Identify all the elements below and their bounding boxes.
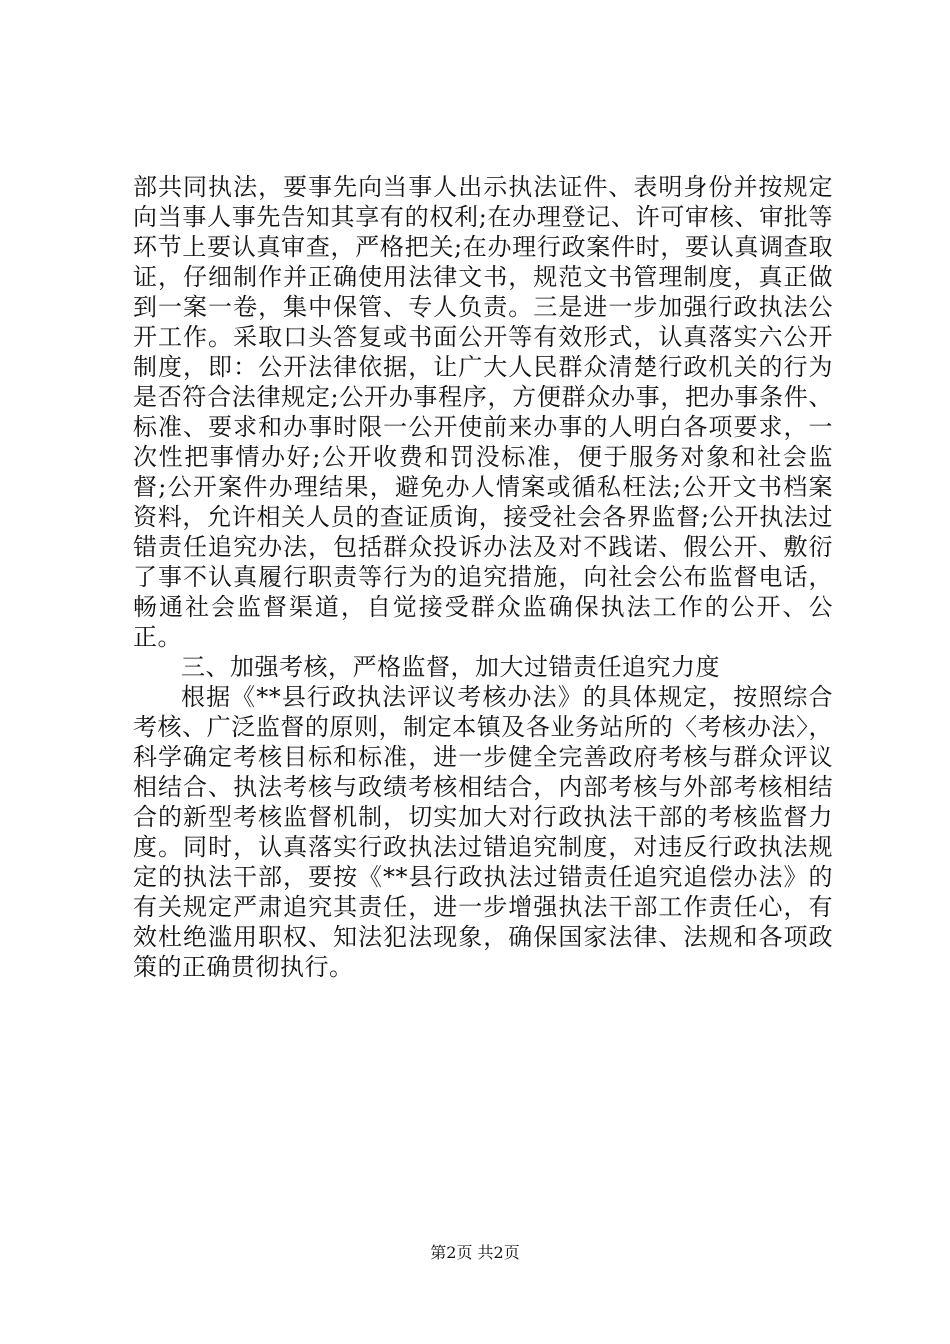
document-body [133,172,833,982]
body-paragraph-2: 根据《**县行政执法评议考核办法》的具体规定，按照综合考核、广泛监督的原则，制定本镇及各业务站所的〈考核办法〉，科学确定考核目标和标准，进一步健全完善政府考核与群众评议相结合、执法考核与政绩考核相结合，内部考核与外部考核相结合的新型考核监督机制，切实加大对行政执法干部的考核监督力度。同时，认真落实行政执法过错追究制度，对违反行政执法规定的执法干部，要按《**县行政执法过错责任追究追偿办法》的有关规定严肃追究其责任，进一步增强执法干部工作责任心，有效杜绝滥用职权、知法犯法现象，确保国家法律、法规和各项政策的正确贯彻执行。 [133,683,833,981]
body-paragraph-1: 部共同执法，要事先向当事人出示执法证件、表明身份并按规定向当事人事先告知其享有的权利;在办理登记、许可审核、审批等环节上要认真审查，严格把关;在办理行政案件时，要认真调查取证，仔细制作并正确使用法律文书，规范文书管理制度，真正做到一案一卷，集中保管、专人负责。三是进一步加强行政执法公开工作。采取口头答复或书面公开等有效形式，认真落实六公开制度，即：公开法律依据，让广大人民群众清楚行政机关的行为是否符合法律规定;公开办事程序，方便群众办事，把办事条件、标准、要求和办事时限一公开使前来办事的人明白各项要求，一次性把事情办好;公开收费和罚没标准，便于服务对象和社会监督;公开案件办理结果，避免办人情案或循私枉法;公开文书档案资料，允许相关人员的查证质询，接受社会各界监督;公开执法过错责任追究办法，包括群众投诉办法及对不践诺、假公开、敷衍了事不认真履行职责等行为的追究措施，向社会公布监督电话，畅通社会监督渠道，自觉接受群众监确保执法工作的公开、公正。 [133,173,833,651]
section-heading-3: 三、加强考核，严格监督，加大过错责任追究力度 [181,653,720,681]
page-number-footer: 第2页 共2页 [430,1243,520,1262]
